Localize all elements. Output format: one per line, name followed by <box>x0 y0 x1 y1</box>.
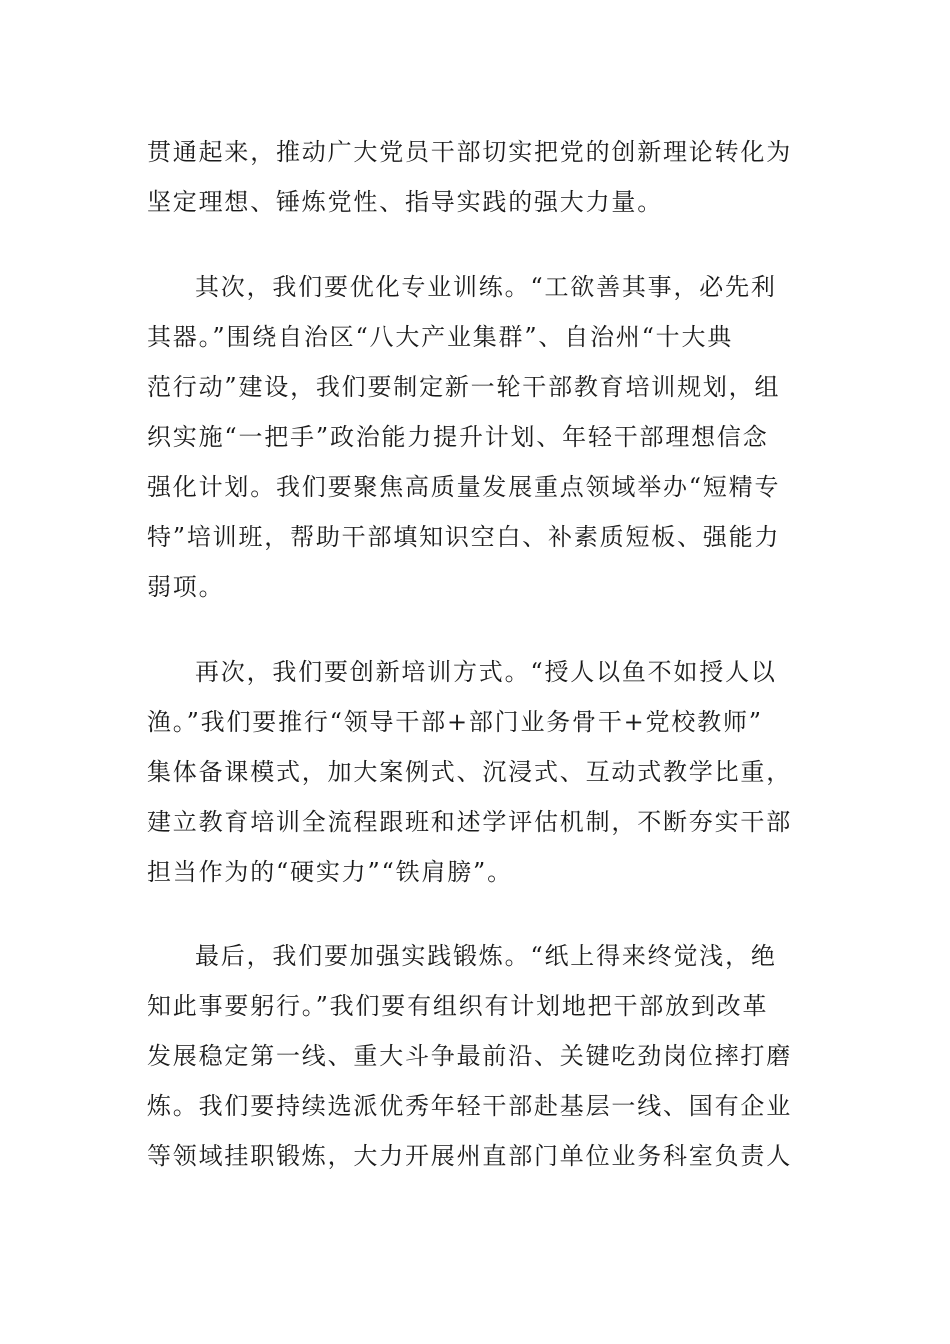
text-line: 最后，我们要加强实践锻炼。“纸上得来终觉浅，绝 <box>195 942 777 970</box>
text-line: 其次，我们要优化专业训练。“工欲善其事，必先利 <box>195 273 777 301</box>
text-line: 集体备课模式，加大案例式、沉浸式、互动式教学比重， <box>147 758 792 786</box>
text-line: 贯通起来，推动广大党员干部切实把党的创新理论转化为 <box>147 138 792 166</box>
text-line: 织实施“一把手”政治能力提升计划、年轻干部理想信念 <box>147 423 769 451</box>
text-line: 弱项。 <box>147 573 225 601</box>
text-line: 其器。”围绕自治区“八大产业集群”、自治州“十大典 <box>147 323 734 351</box>
text-line: 等领域挂职锻炼，大力开展州直部门单位业务科室负责人 <box>147 1142 792 1170</box>
text-line: 建立教育培训全流程跟班和述学评估机制，不断夯实干部 <box>147 808 792 836</box>
text-line: 炼。我们要持续选派优秀年轻干部赴基层一线、国有企业 <box>147 1092 792 1120</box>
text-line: 再次，我们要创新培训方式。“授人以鱼不如授人以 <box>195 658 777 686</box>
text-line: 担当作为的“硬实力”“铁肩膀”。 <box>147 858 513 886</box>
text-line: 特”培训班，帮助干部填知识空白、补素质短板、强能力 <box>147 523 781 551</box>
text-line: 渔。”我们要推行“领导干部+部门业务骨干+党校教师” <box>147 708 763 736</box>
text-line: 坚定理想、锤炼党性、指导实践的强大力量。 <box>147 188 663 216</box>
text-line: 范行动”建设，我们要制定新一轮干部教育培训规划，组 <box>147 373 781 401</box>
text-line: 发展稳定第一线、重大斗争最前沿、关键吃劲岗位摔打磨 <box>147 1042 792 1070</box>
text-line: 知此事要躬行。”我们要有组织有计划地把干部放到改革 <box>147 992 769 1020</box>
text-line: 强化计划。我们要聚焦高质量发展重点领域举办“短精专 <box>147 473 781 501</box>
